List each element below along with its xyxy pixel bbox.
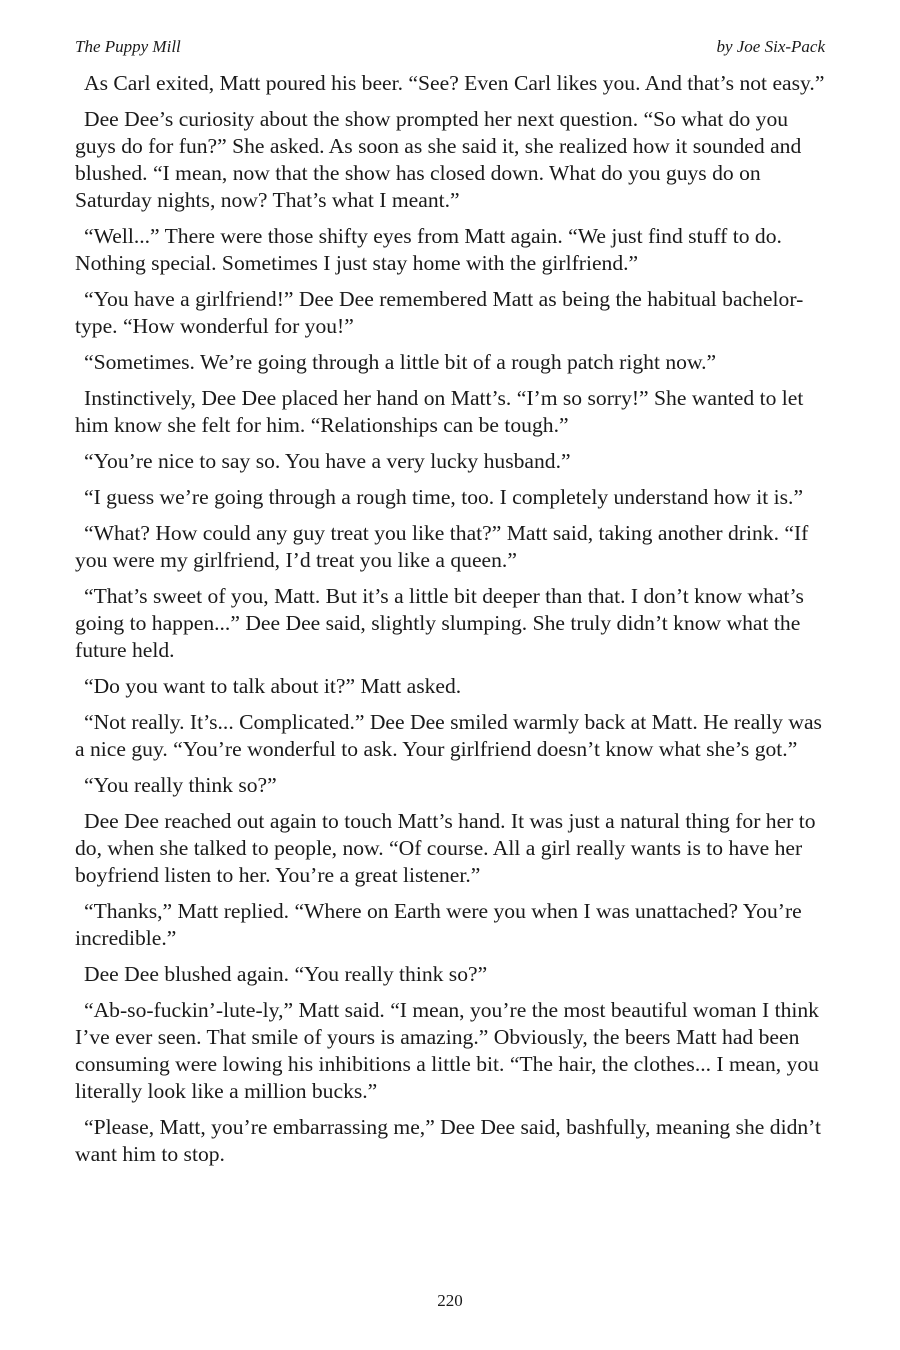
book-title: The Puppy Mill	[75, 37, 181, 56]
paragraph: “Thanks,” Matt replied. “Where on Earth were you when I was unattached? You’re incredible.”	[75, 899, 802, 950]
author-credit: by Joe Six-Pack	[716, 37, 825, 56]
paragraph: “Ab-so-fuckin’-lute-ly,” Matt said. “I mean, you’re the most beautiful woman I think I’ve ever seen. That smile of yours is amazing.” Obviously, the beers Matt had been consuming were lowing his inhibitions a little bit. “The hair, the clothes... I mean, you literally look like a million bucks.”	[75, 998, 819, 1103]
page-number: 220	[437, 1291, 463, 1310]
paragraph: “You’re nice to say so. You have a very lucky husband.”	[84, 449, 571, 473]
running-header	[75, 37, 825, 59]
paragraph: “Do you want to talk about it?” Matt asked.	[84, 674, 462, 698]
paragraph: “You have a girlfriend!” Dee Dee remembered Matt as being the habitual bachelor-type. “How wonderful for you!”	[75, 287, 804, 338]
paragraph: “I guess we’re going through a rough time, too. I completely understand how it is.”	[84, 485, 804, 509]
paragraph: “Not really. It’s... Complicated.” Dee Dee smiled warmly back at Matt. He really was a nice guy. “You’re wonderful to ask. Your girlfriend doesn’t know what she’s got.”	[75, 710, 822, 761]
body-text	[75, 70, 827, 1177]
paragraph: Instinctively, Dee Dee placed her hand on Matt’s. “I’m so sorry!” She wanted to let him know she felt for him. “Relationships can be tough.”	[75, 386, 804, 437]
paragraph: “Well...” There were those shifty eyes from Matt again. “We just find stuff to do. Nothing special. Sometimes I just stay home with the girlfriend.”	[75, 224, 782, 275]
paragraph: Dee Dee reached out again to touch Matt’s hand. It was just a natural thing for her to do, when she talked to people, now. “Of course. All a girl really wants is to have her boyfriend listen to her. You’re a great listener.”	[75, 809, 816, 887]
paragraph: Dee Dee blushed again. “You really think so?”	[84, 962, 488, 986]
paragraph: “You really think so?”	[84, 773, 277, 797]
paragraph: “Sometimes. We’re going through a little bit of a rough patch right now.”	[84, 350, 717, 374]
paragraph: Dee Dee’s curiosity about the show prompted her next question. “So what do you guys do for fun?” She asked. As soon as she said it, she realized how it sounded and blushed. “I mean, now that the show has closed down. What do you guys do on Saturday nights, now? That’s what I meant.”	[75, 107, 802, 212]
paragraph: “That’s sweet of you, Matt. But it’s a little bit deeper than that. I don’t know what’s going to happen...” Dee Dee said, slightly slumping. She truly didn’t know what the future held.	[75, 584, 804, 662]
paragraph: As Carl exited, Matt poured his beer. “See? Even Carl likes you. And that’s not easy.”	[84, 71, 825, 95]
paragraph: “Please, Matt, you’re embarrassing me,” Dee Dee said, bashfully, meaning she didn’t want him to stop.	[75, 1115, 821, 1166]
paragraph: “What? How could any guy treat you like that?” Matt said, taking another drink. “If you were my girlfriend, I’d treat you like a queen.”	[75, 521, 809, 572]
